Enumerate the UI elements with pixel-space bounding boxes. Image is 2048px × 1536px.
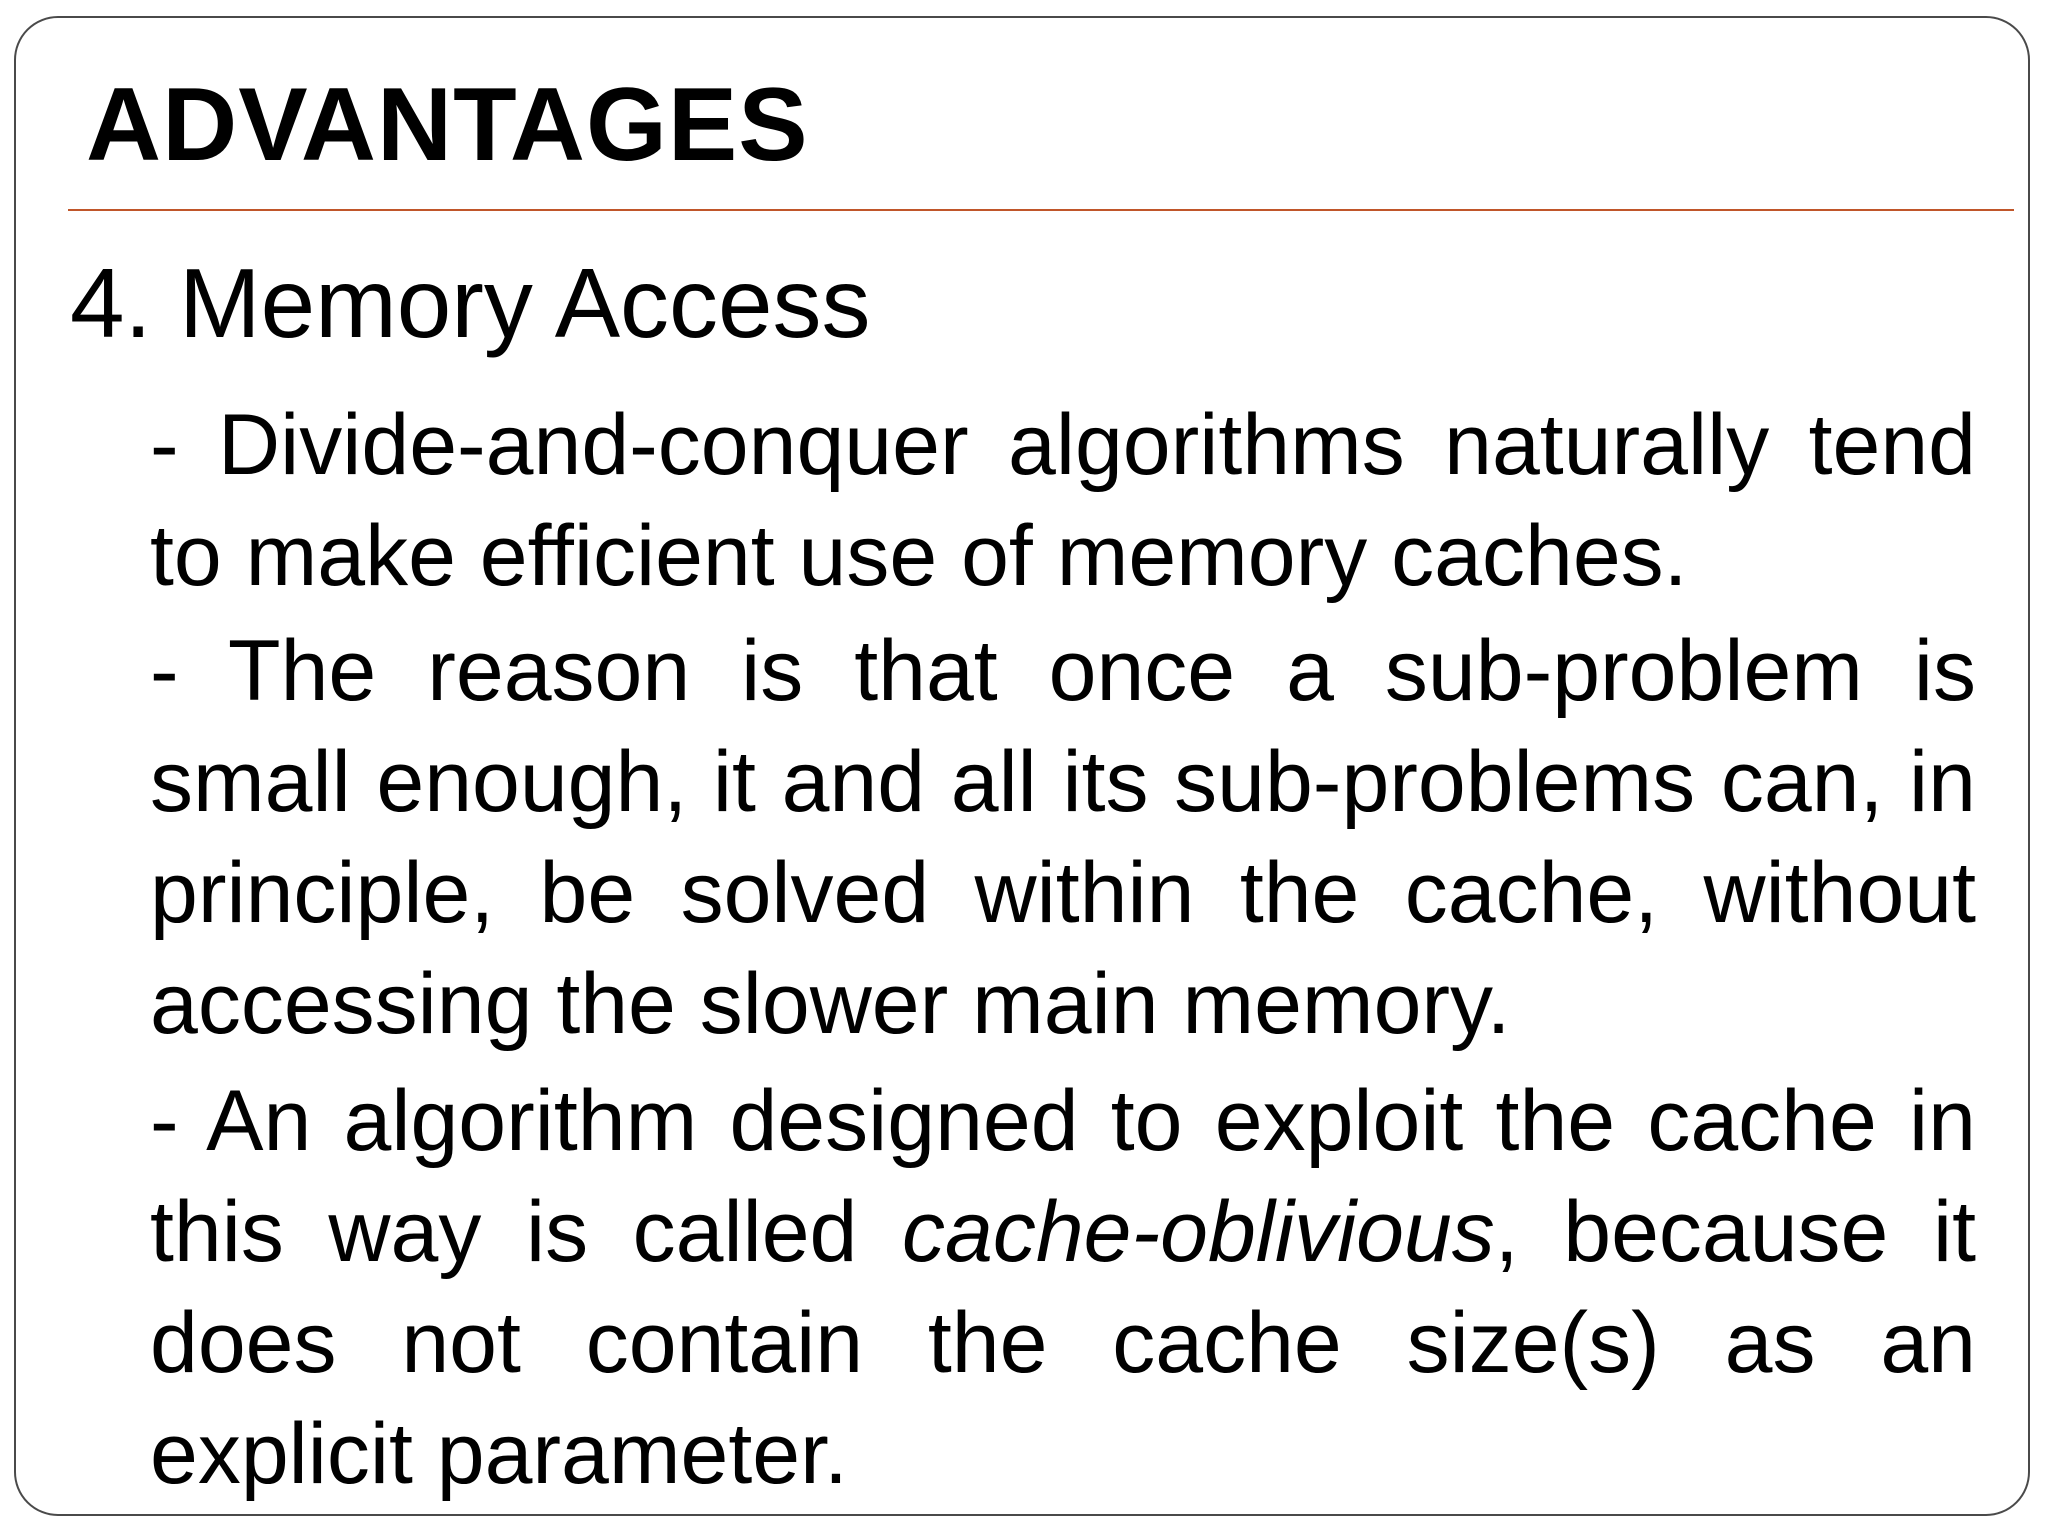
paragraph-text-after: , because it does not contain the cache size(s) as an explicit parameter. xyxy=(150,1184,1976,1502)
slide-frame xyxy=(14,16,2030,1516)
paragraph-reason: - The reason is that once a sub-problem is small enough, it and all its sub-problems can, in principle, be solved within the cache, without accessing the slower main memory. xyxy=(150,623,1976,1052)
cache-oblivious-term: cache-oblivious xyxy=(901,1184,1495,1280)
section-heading: 4. Memory Access xyxy=(70,248,871,358)
title-divider xyxy=(68,209,2014,211)
paragraph-text-before: - An algorithm designed to exploit the cache in this way is called xyxy=(150,1073,1976,1280)
paragraph-cache-oblivious xyxy=(150,1066,1976,1510)
paragraph-divide-and-conquer: - Divide-and-conquer algorithms naturally tend to make efficient use of memory caches. xyxy=(150,397,1976,604)
slide-title: ADVANTAGES xyxy=(86,67,809,183)
